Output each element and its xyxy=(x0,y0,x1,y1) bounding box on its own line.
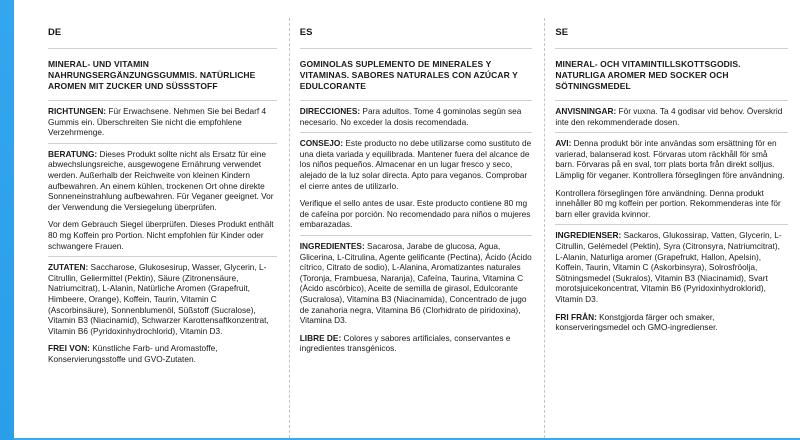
column-se xyxy=(544,18,800,438)
free-from-text: Colores y sabores artificiales, conservantes e ingredientes transgénicos. xyxy=(299,332,511,354)
language-code: ES xyxy=(300,24,533,49)
directions-text: Para adultos. Tome 4 gominolas según sea necesario. No exceder la dosis recomendada. xyxy=(299,106,522,127)
ingredients-label: ZUTATEN: xyxy=(48,262,89,273)
directions-text: För vuxna. Ta 4 godisar vid behov. Överskrid inte den rekommenderade dosen. xyxy=(555,106,783,127)
language-code: DE xyxy=(48,24,277,49)
column-es xyxy=(289,18,545,438)
free-from-section xyxy=(555,310,788,338)
advice-text: Dieses Produkt sollte nicht als Ersatz für eine abwechslungsreiche, ausgewogene Ernährung verwendet werden. Außerhalb der Reichweite von kleinen Kindern aufbewahren. An einem kühlen, trockenen Ort ohne direkte Sonneneinstrahlung aufbewahren. Für Veganer geeignet. Vor der Verwendung die Versiegelung überprüfen. xyxy=(48,148,274,212)
advice-label: BERATUNG: xyxy=(48,148,98,159)
free-from-text: Künstliche Farb- und Aromastoffe, Konservierungsstoffe und GVO-Zutaten. xyxy=(48,343,218,364)
label-columns xyxy=(14,18,800,438)
advice-label: CONSEJO: xyxy=(299,138,344,149)
warning-text: Kontrollera förseglingen före användning. Denna produkt innehåller 80 mg koffein per portion. Rekommenderas inte för barn eller gravida kvinnor. xyxy=(555,187,781,219)
advice-text: Denna produkt bör inte användas som ersättning för en varierad, balanserad kost. Förvaras utom räckhåll för små barn. Förvaras på en sval, torr plats borta från direkt solljus. Lämplig för veganer. Kontrollera förseglingen före användning. xyxy=(555,138,785,180)
ingredients-text: Sackaros, Glukossirap, Vatten, Glycerin, L-Citrullin, Gelémedel (Pektin), Syra (Citronsyra, Natriumcitrat), L-Alanin, Naturliga aromer (Grapefrukt, Hallon, Apelsin), Koffein, Taurin, Vitamin C (Askorbinsyra), Solrosfröolja, Sötningsmedel (Sukralos), Vitamin B3 (Niacinamid), Svart morotsjuicekoncentrat, Vitamin B6 (Pyridoxinhydroklorid), Vitamin D3. xyxy=(555,230,782,304)
ingredients-label: INGREDIENTES: xyxy=(299,240,365,251)
advice-section xyxy=(300,132,533,196)
warning-text: Verifique el sello antes de usar. Este producto contiene 80 mg de cafeína por porción. No recomendado para niños o mujeres embarazadas. xyxy=(299,198,531,230)
free-from-label: FREI VON: xyxy=(48,343,90,354)
ingredients-text: Sacarosa, Jarabe de glucosa, Agua, Glicerina, L-Citrulina, Agente gelificante (Pectina), Ácido (Ácido cítrico, Citrato de sodio), L-Alanina, Aromatizantes naturales (Toronja, Frambuesa, Naranja), Cafeína, Taurina, Vitamina C (Ácido ascórbico), Aceite de semilla de girasol, Edulcorante (Sucralosa), Vitamina B3 (Niacinamida), Concentrado de jugo de zanahoria negra, Vitamina B6 (Clorhidrato de piridoxina), Vitamina D3. xyxy=(299,240,532,326)
product-title: GOMINOLAS SUPLEMENTO DE MINERALES Y VITAMINAS. SABORES NATURALES CON AZÚCAR Y EDULCORANTE xyxy=(299,59,518,91)
warning-text: Vor dem Gebrauch Siegel überprüfen. Dieses Produkt enthält 80 mg Koffein pro Portion. Nicht empfohlen für Kinder oder schwangere Frauen. xyxy=(48,219,274,251)
advice-section xyxy=(48,143,277,218)
column-de xyxy=(14,18,289,438)
directions-label: DIRECCIONES: xyxy=(299,106,361,116)
free-from-text: Konstgjorda färger och smaker, konserveringsmedel och GMO-ingredienser. xyxy=(555,311,718,333)
advice-label: AVI: xyxy=(555,138,572,149)
product-title: MINERAL- UND VITAMIN NAHRUNGSERGÄNZUNGSGUMMIS. NATÜRLICHE AROMEN MIT ZUCKER UND SÜSSSTOFF xyxy=(48,59,256,91)
free-from-section xyxy=(300,331,533,359)
ingredients-text: Saccharose, Glukosesirup, Wasser, Glycerin, L-Citrullin, Geliermittel (Pektin), Säure (Zitronensäure, Natriumcitrat), L-Alanin, Natürliche Aromen (Grapefruit, Himbeere, Orange), Koffein, Taurin, Vitamin C (Ascorbinsäure), Sonnenblumenöl, Süßstoff (Sucralose), Vitamin B3 (Niacinamid), Schwarzer Karottensaftkonzentrat, Vitamin B6 (Pyridoxinhydrochlorid), Vitamin D3. xyxy=(48,262,269,336)
advice-section xyxy=(555,132,788,185)
ingredients-section xyxy=(48,256,277,341)
language-code: SE xyxy=(555,24,788,49)
free-from-section xyxy=(48,341,277,369)
directions-section xyxy=(300,100,533,132)
directions-label: RICHTUNGEN: xyxy=(48,106,107,116)
advice-text: Este producto no debe utilizarse como sustituto de una dieta variada y equilibrada. Mantener fuera del alcance de los niños pequeños. Almacenar en un lugar fresco y seco, alejado de la luz solar directa. Apto para veganos. Comprobar el cierre antes de utilizarlo. xyxy=(299,138,532,191)
ingredients-label: INGREDIENSER: xyxy=(555,230,622,241)
directions-label: ANVISNINGAR: xyxy=(555,106,617,116)
accent-stripe-left xyxy=(0,0,14,440)
directions-section xyxy=(48,100,277,143)
free-from-label: FRI FRÅN: xyxy=(555,311,597,322)
ingredients-section xyxy=(300,235,533,331)
free-from-label: LIBRE DE: xyxy=(299,332,342,343)
ingredients-section xyxy=(555,224,788,309)
product-title: MINERAL- OCH VITAMINTILLSKOTTSGODIS. NATURLIGA AROMER MED SOCKER OCH SÖTNINGSMEDEL xyxy=(555,59,741,91)
directions-text: Für Erwachsene. Nehmen Sie bei Bedarf 4 Gummis ein. Überschreiten Sie nicht die empfohlene Verzehrmenge. xyxy=(48,106,267,138)
directions-section xyxy=(555,100,788,132)
